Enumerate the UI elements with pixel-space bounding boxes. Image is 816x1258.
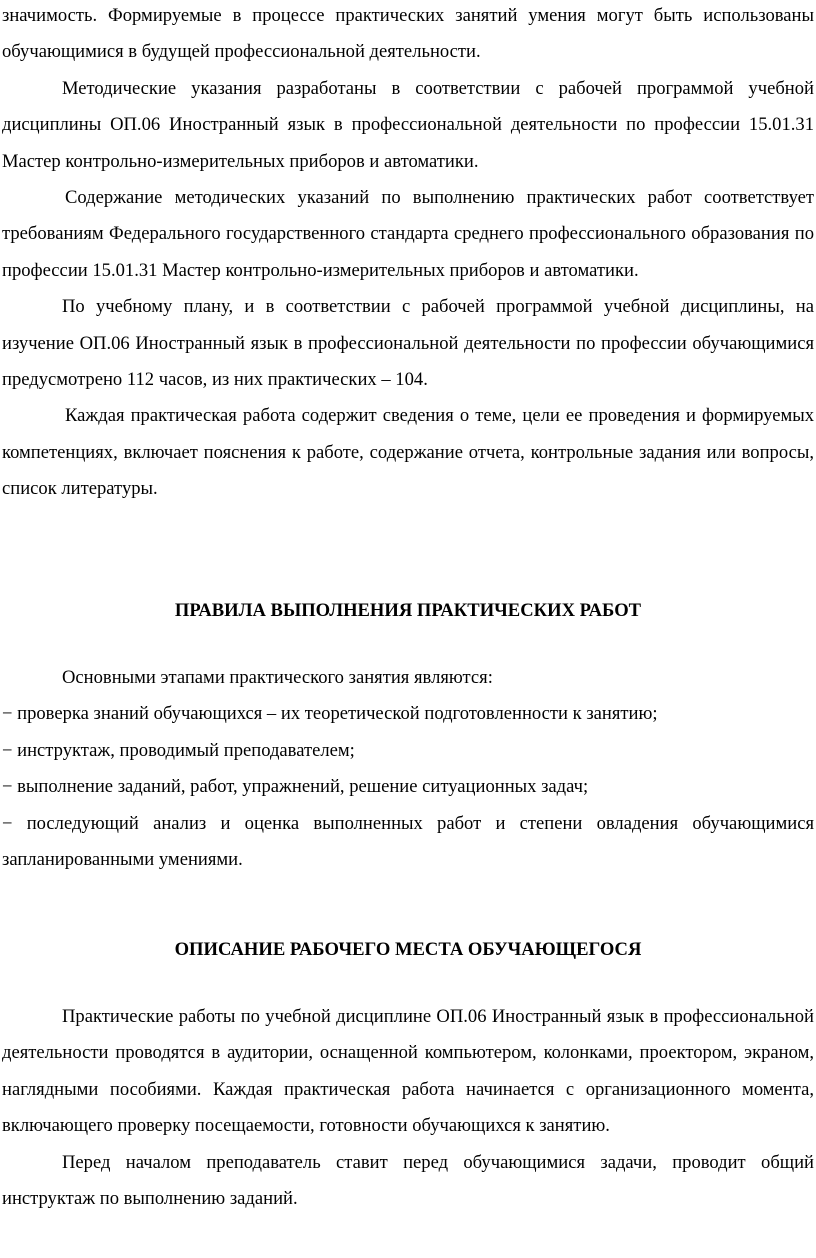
list-item: − выполнение заданий, работ, упражнений, решение ситуационных задач; <box>2 776 589 798</box>
paragraph-study-plan: По учебному плану, и в соответствии с рабочей программой учебной дисциплины, на изучение ОП.06 Иностранный язык в профессиональной деятельности по профессии обучающимися предусмотрено 112 часов, из них практических – 104. <box>2 296 814 391</box>
paragraph-methodology: Методические указания разработаны в соответствии с рабочей программой учебной дисциплины ОП.06 Иностранный язык в профессиональной деятельности по профессии 15.01.31 Мастер контрольно-измерительных приборов и автоматики. <box>2 77 814 172</box>
paragraph-continuation: значимость. Формируемые в процессе практических занятий умения могут быть использованы обучающимися в будущей профессиональной деятельности. <box>2 5 814 63</box>
paragraph-workplace: Практические работы по учебной дисциплине ОП.06 Иностранный язык в профессиональной деятельности проводятся в аудитории, оснащенной компьютером, колонками, проектором, экраном, наглядными пособиями. Каждая практическая работа начинается с организационного момента, включающего проверку посещаемости, готовности обучающихся к занятию. <box>2 1006 814 1137</box>
list-item: − инструктаж, проводимый преподавателем; <box>2 739 355 761</box>
rules-block <box>2 660 814 878</box>
paragraph-instructions: Перед началом преподаватель ставит перед обучающимися задачи, проводит общий инструктаж по выполнению заданий. <box>2 1151 814 1210</box>
list-item: − проверка знаний обучающихся – их теоретической подготовленности к занятию; <box>2 703 658 725</box>
paragraph-work-structure: Каждая практическая работа содержит сведения о теме, цели ее проведения и формируемых компетенциях, включает пояснения к работе, содержание отчета, контрольные задания или вопросы, список литературы. <box>2 405 814 500</box>
rules-intro: Основными этапами практического занятия являются: <box>62 667 493 688</box>
section-heading-workplace: ОПИСАНИЕ РАБОЧЕГО МЕСТА ОБУЧАЮЩЕГОСЯ <box>174 939 642 960</box>
section-heading-rules: ПРАВИЛА ВЫПОЛНЕНИЯ ПРАКТИЧЕСКИХ РАБОТ <box>174 600 642 621</box>
paragraph-content-standard: Содержание методических указаний по выполнению практических работ соответствует требованиям Федерального государственного стандарта среднего профессионального образования по профессии 15.01.31 Мастер контрольно-измерительных приборов и автоматики. <box>2 187 814 281</box>
workplace-block <box>2 999 814 1217</box>
list-item: − последующий анализ и оценка выполненных работ и степени овладения обучающимися запланированными умениями. <box>2 812 814 871</box>
intro-block <box>2 0 814 508</box>
